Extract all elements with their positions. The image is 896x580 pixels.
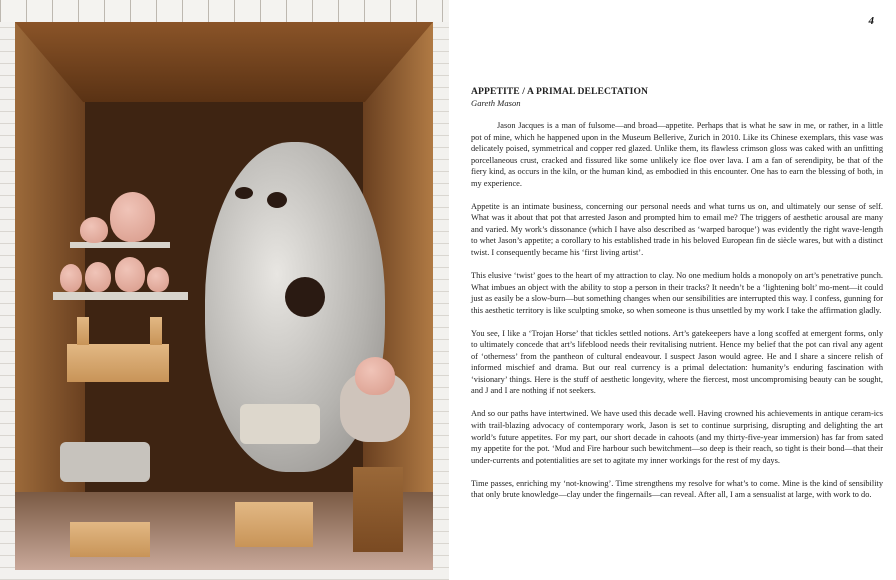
pink-pot	[115, 257, 145, 292]
paragraph: This elusive ‘twist’ goes to the heart of my attraction to clay. No one medium holds a monopoly on art’s penetrative punch. What imbues an object with the ability to stop a person in their tracks? It needn’t be a ‘lightening bolt’ mo-ment—it could just as easily be a slow-burn—but something changes when our sensibilities are interrupted this way. I confess, gunning for this aesthetic territory is like sculpting smoke, so when someone is thus unsettled by my work I take the affirmation gladly.	[471, 271, 883, 315]
pink-pot	[110, 192, 155, 242]
paragraph: Jason Jacques is a man of fulsome—and broad—appetite. Perhaps that is what he saw in me, or rather, in a little pot of mine, which he happened upon in the Museum Bellerive, Zurich in 2010. Like its Chinese exemplars, this vase was delicately poised, symmetrical and copper red glazed. Unlike them, its flawless crimson gloss was caked with an unfitting porcellaneous crust, cracked and fissured like some unlikely ice floe over lava. I am a fan of serendipity, be that of the fiery kind, as occurs in the kiln, or the human kind, as embodied in this encounter. One has to earn the blessing of both, in my experience.	[471, 121, 883, 188]
article	[471, 86, 883, 512]
pink-pot	[85, 262, 111, 292]
paragraph: Appetite is an intimate business, concerning our personal needs and what turns us on, and ultimately our sense of self. What was it about that pot that arrested Jason and prompted him to email me? The triggers of aesthetic arousal are many and varied. My work’s dissonance (which I have also described as ‘warped baroque’) was evidently the right wave-length to whet Jason’s appetite; a corollary to his established trade in his beloved European fin de siècle wares, but with a distinct twist. I consequently became his ‘first living artist’.	[471, 201, 883, 257]
pink-pot	[80, 217, 108, 243]
article-title: APPETITE / A PRIMAL DELECTATION	[471, 86, 649, 97]
pink-pot	[60, 264, 82, 292]
brick-border	[0, 0, 449, 22]
paragraph: You see, I like a ‘Trojan Horse’ that tickles settled notions. Art’s gatekeepers have a long scoffed at emergent forms, only to ultimately concede that art’s lifeblood needs their revitalising nutrient. Hence my belief that the pot can rival any agent of ‘otherness’ from the pantheon of cultural endeavour. I suspect Jason would agree. He and I share a sincere relish of informed mischief and drama. But our real currency is a primal delectation: humanity’s enduring fascination with ‘visionary’ things. Here is the stuff of aesthetic longevity, where the fiercest, most uncompromising beauty can be sought, and J and I are nothing if not seekers.	[471, 328, 883, 396]
paragraph: And so our paths have intertwined. We have used this decade well. Having crowned his achievements in antique ceram-ics with trail-blazing advocacy of contemporary work, Jason is set to continue surprising, disrupting and delighting the art world’s future appetites. For my part, our short decade in cahoots (and my thirty-five-year immersion) has far from sated my appetite for the pot. ‘Mud and Fire harbour such bewitchment—so deep is their reach, so tight is their bond—that their under-currents and potentialities are set to agitate my inner workings for the rest of my days.	[471, 409, 883, 465]
paragraph: Time passes, enriching my ‘not-knowing’. Time strengthens my resolve for what’s to come. Mine is the kind of sensibility that only brute knowledge—clay under the fingernails—can reveal. After all, I am a sensualist at large, with work to do.	[471, 478, 883, 500]
pink-pot	[147, 267, 169, 292]
article-author: Gareth Mason	[471, 98, 521, 108]
page-number: 4	[868, 15, 874, 27]
kiln-interior	[15, 22, 433, 570]
